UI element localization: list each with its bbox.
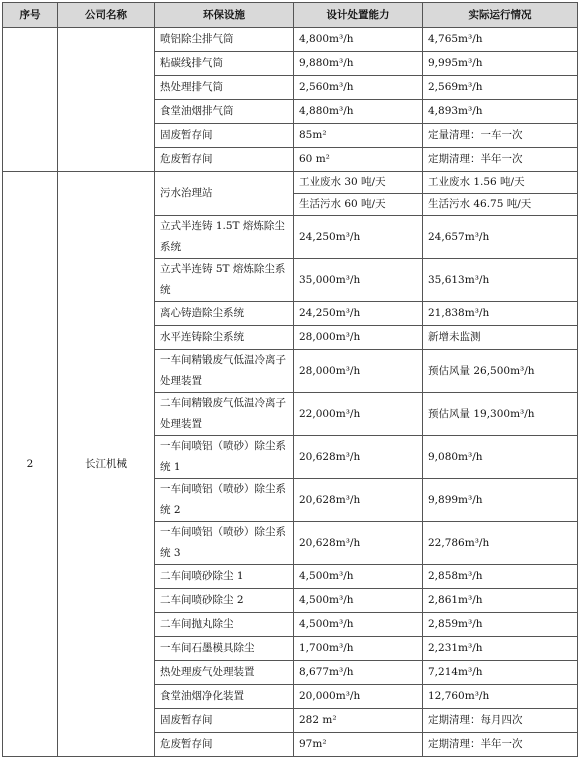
facility-cell: 立式半连铸 1.5T 熔炼除尘系统 [155, 216, 294, 259]
design-cell: 97m² [294, 733, 423, 757]
facility-cell: 喷铝除尘排气筒 [155, 28, 294, 52]
facility-cell: 一车间喷铝（喷砂）除尘系统 3 [155, 522, 294, 565]
facility-cell: 二车间精锻废气低温冷离子处理装置 [155, 393, 294, 436]
facility-cell: 食堂油烟排气筒 [155, 100, 294, 124]
actual-cell: 4,893m³/h [423, 100, 578, 124]
design-cell: 60 m² [294, 148, 423, 172]
actual-cell: 4,765m³/h [423, 28, 578, 52]
actual-cell: 定期清理：每月四次 [423, 709, 578, 733]
actual-cell: 2,859m³/h [423, 613, 578, 637]
header-no: 序号 [3, 3, 58, 28]
facility-cell: 固废暂存间 [155, 124, 294, 148]
design-cell: 85m² [294, 124, 423, 148]
actual-cell: 工业废水 1.56 吨/天 [423, 172, 578, 194]
header-design: 设计处置能力 [294, 3, 423, 28]
facility-cell: 污水治理站 [155, 172, 294, 216]
actual-cell: 2,858m³/h [423, 565, 578, 589]
actual-cell: 2,569m³/h [423, 76, 578, 100]
facility-cell: 一车间石墨模具除尘 [155, 637, 294, 661]
design-cell: 4,800m³/h [294, 28, 423, 52]
actual-cell: 预估风量 26,500m³/h [423, 350, 578, 393]
facility-cell: 热处理废气处理装置 [155, 661, 294, 685]
actual-cell: 24,657m³/h [423, 216, 578, 259]
design-cell: 4,500m³/h [294, 613, 423, 637]
design-cell: 1,700m³/h [294, 637, 423, 661]
facility-cell: 一车间精锻废气低温冷离子处理装置 [155, 350, 294, 393]
actual-cell: 2,231m³/h [423, 637, 578, 661]
facility-cell: 危废暂存间 [155, 148, 294, 172]
actual-cell: 2,861m³/h [423, 589, 578, 613]
facility-cell: 二车间喷砂除尘 1 [155, 565, 294, 589]
header-company: 公司名称 [58, 3, 155, 28]
design-cell: 22,000m³/h [294, 393, 423, 436]
header-actual: 实际运行情况 [423, 3, 578, 28]
design-cell: 20,628m³/h [294, 436, 423, 479]
actual-cell: 9,899m³/h [423, 479, 578, 522]
facility-cell: 一车间喷铝（喷砂）除尘系统 2 [155, 479, 294, 522]
group2-no: 2 [3, 172, 58, 757]
design-cell: 8,677m³/h [294, 661, 423, 685]
facility-cell: 一车间喷铝（喷砂）除尘系统 1 [155, 436, 294, 479]
group2-company: 长江机械 [58, 172, 155, 757]
actual-cell: 21,838m³/h [423, 302, 578, 326]
group1-company [58, 28, 155, 172]
actual-cell: 12,760m³/h [423, 685, 578, 709]
design-cell: 4,500m³/h [294, 565, 423, 589]
actual-cell: 22,786m³/h [423, 522, 578, 565]
facility-cell: 水平连铸除尘系统 [155, 326, 294, 350]
design-cell: 9,880m³/h [294, 52, 423, 76]
design-cell: 20,628m³/h [294, 522, 423, 565]
design-cell: 20,000m³/h [294, 685, 423, 709]
actual-cell: 定量清理：一车一次 [423, 124, 578, 148]
facility-cell: 食堂油烟净化装置 [155, 685, 294, 709]
facility-cell: 二车间抛丸除尘 [155, 613, 294, 637]
facility-cell: 立式半连铸 5T 熔炼除尘系统 [155, 259, 294, 302]
facility-cell: 危废暂存间 [155, 733, 294, 757]
design-cell: 2,560m³/h [294, 76, 423, 100]
actual-cell: 7,214m³/h [423, 661, 578, 685]
design-cell: 工业废水 30 吨/天 [294, 172, 423, 194]
design-cell: 28,000m³/h [294, 350, 423, 393]
facility-cell: 固废暂存间 [155, 709, 294, 733]
facility-cell: 热处理排气筒 [155, 76, 294, 100]
group1-no [3, 28, 58, 172]
actual-cell: 定期清理：半年一次 [423, 733, 578, 757]
design-cell: 生活污水 60 吨/天 [294, 194, 423, 216]
design-cell: 24,250m³/h [294, 302, 423, 326]
actual-cell: 35,613m³/h [423, 259, 578, 302]
header-facility: 环保设施 [155, 3, 294, 28]
facility-cell: 离心铸造除尘系统 [155, 302, 294, 326]
facility-cell: 粘碳线排气筒 [155, 52, 294, 76]
facility-table [2, 2, 578, 757]
actual-cell: 9,080m³/h [423, 436, 578, 479]
design-cell: 24,250m³/h [294, 216, 423, 259]
actual-cell: 定期清理：半年一次 [423, 148, 578, 172]
actual-cell: 9,995m³/h [423, 52, 578, 76]
design-cell: 282 m² [294, 709, 423, 733]
design-cell: 4,880m³/h [294, 100, 423, 124]
actual-cell: 生活污水 46.75 吨/天 [423, 194, 578, 216]
design-cell: 20,628m³/h [294, 479, 423, 522]
design-cell: 35,000m³/h [294, 259, 423, 302]
facility-cell: 二车间喷砂除尘 2 [155, 589, 294, 613]
actual-cell: 预估风量 19,300m³/h [423, 393, 578, 436]
actual-cell: 新增未监测 [423, 326, 578, 350]
design-cell: 4,500m³/h [294, 589, 423, 613]
design-cell: 28,000m³/h [294, 326, 423, 350]
